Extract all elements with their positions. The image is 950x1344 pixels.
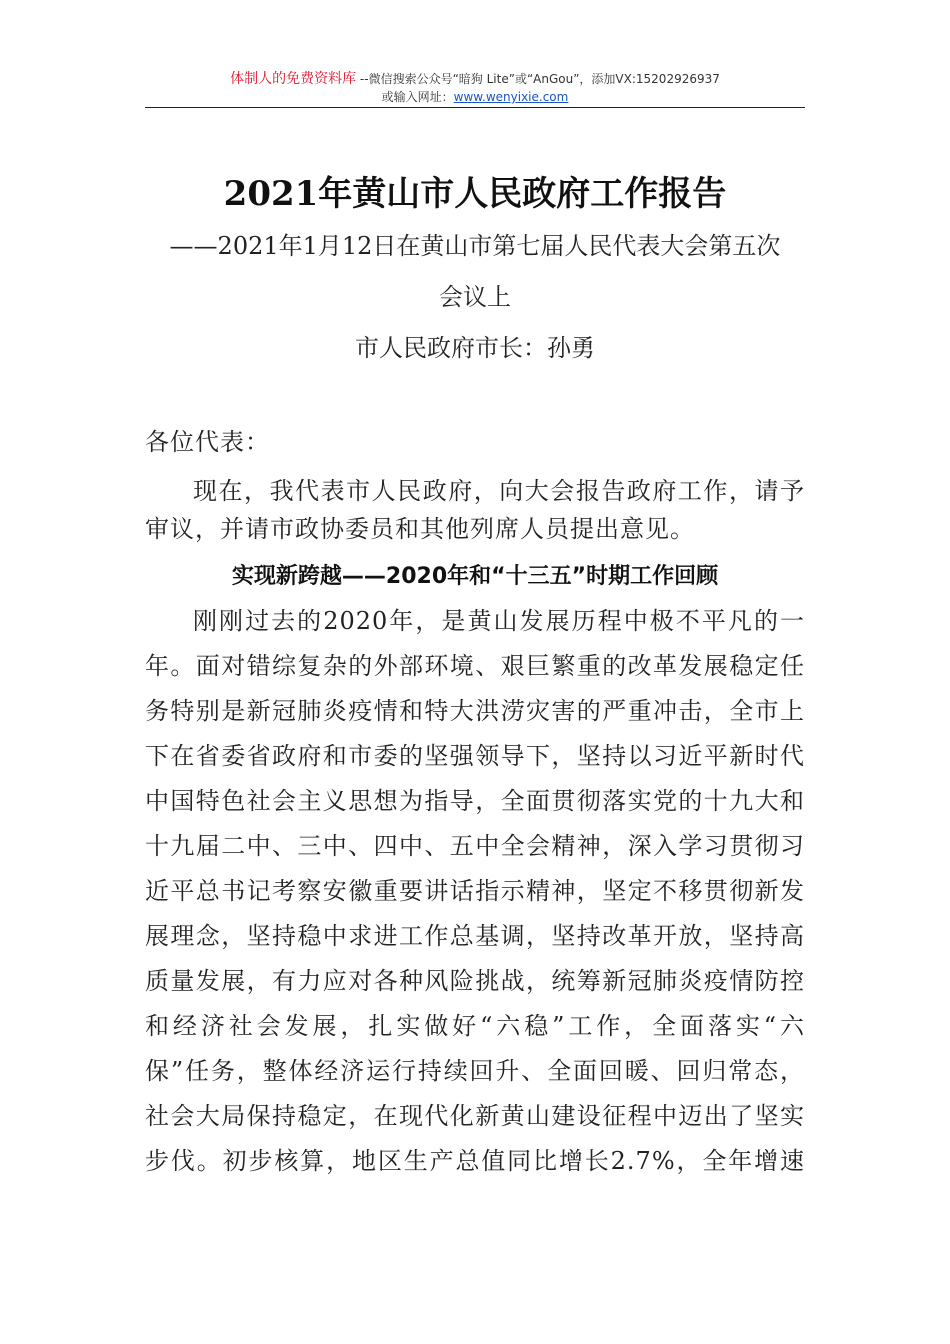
- body-line: 下在省委省政府和市委的坚强领导下，坚持以习近平新时代: [145, 742, 805, 770]
- page-header: [145, 70, 805, 106]
- body-line: 社会大局保持稳定，在现代化新黄山建设征程中迈出了坚实: [145, 1102, 805, 1130]
- body-line: 近平总书记考察安徽重要讲话指示精神，坚定不移贯彻新发: [145, 877, 805, 905]
- document-author: 市人民政府市长：孙勇: [355, 334, 595, 362]
- body-line: 十九届二中、三中、四中、五中全会精神，深入学习贯彻习: [145, 832, 805, 860]
- document-subtitle-line-1: ——2021年1月12日在黄山市第七届人民代表大会第五次: [169, 232, 781, 260]
- intro-line: 现在，我代表市人民政府，向大会报告政府工作，请予: [193, 477, 805, 505]
- section-heading: 实现新跨越——2020年和“十三五”时期工作回顾: [231, 564, 719, 589]
- body-line: 中国特色社会主义思想为指导，全面贯彻落实党的十九大和: [145, 787, 805, 815]
- header-line-2: [145, 88, 805, 106]
- document-title: 2021年黄山市人民政府工作报告: [223, 174, 727, 214]
- intro-line: 审议，并请市政协委员和其他列席人员提出意见。: [145, 515, 695, 543]
- body-line: 和经济社会发展，扎实做好“六稳”工作，全面落实“六: [145, 1012, 805, 1040]
- document-subtitle-line-2: 会议上: [439, 283, 511, 311]
- body-line: 务特别是新冠肺炎疫情和特大洪涝灾害的严重冲击，全市上: [145, 697, 805, 725]
- body-line: 保”任务，整体经济运行持续回升、全面回暖、回归常态，: [145, 1057, 805, 1085]
- body-line: 步伐。初步核算，地区生产总值同比增长2.7%，全年增速: [145, 1147, 805, 1175]
- header-line-1: [145, 70, 805, 88]
- header-url-prefix: 或输入网址：: [381, 90, 454, 104]
- salutation: 各位代表：: [145, 428, 270, 456]
- header-brand: 体制人的免费资料库: [230, 71, 357, 87]
- body-line: 刚刚过去的2020年，是黄山发展历程中极不平凡的一: [193, 607, 805, 635]
- header-url-link[interactable]: www.wenyixie.com: [453, 90, 569, 104]
- header-divider: [145, 107, 805, 108]
- body-line: 年。面对错综复杂的外部环境、艰巨繁重的改革发展稳定任: [145, 652, 805, 680]
- header-info: --微信搜索公众号“暗狗 Lite”或“AnGou”，添加VX:15202926937: [356, 72, 720, 86]
- body-line: 质量发展，有力应对各种风险挑战，统筹新冠肺炎疫情防控: [145, 967, 805, 995]
- body-line: 展理念，坚持稳中求进工作总基调，坚持改革开放，坚持高: [145, 922, 805, 950]
